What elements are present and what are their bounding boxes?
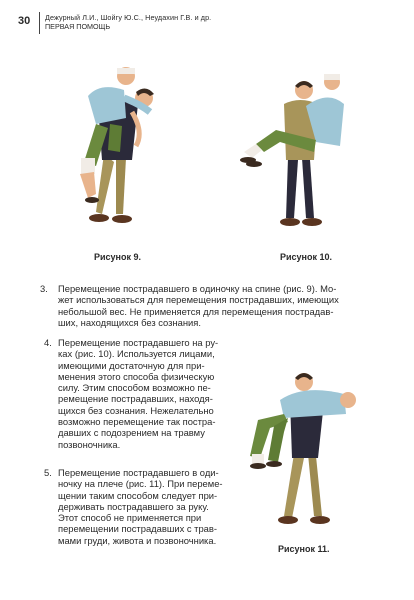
text-line: менения этого способа физическую [58,370,215,382]
text-line: Перемещение пострадавшего в оди- [58,467,219,478]
text-line: щихся без сознания. Нежелательно [58,404,214,416]
text-line: держивать пострадавшего за руку. [58,500,209,512]
text-line: жет использоваться для перемещения пострадавших, имеющих [58,294,339,306]
text-line: ках (рис. 10). Используется лицами, [58,348,215,360]
list-item-number: 5. [44,467,52,478]
header-book-title: ПЕРВАЯ ПОМОЩЬ [45,22,111,31]
text-line: возможно перемещение так постра- [58,416,216,428]
list-item-number: 3. [40,283,48,294]
text-line: Этот способ не применяется при [58,512,202,524]
text-line: ночку на плече (рис. 11). При переме- [58,478,223,490]
figure-10-illustration [236,60,364,230]
text-line: Перемещение пострадавшего на ру- [58,337,219,348]
page-header [0,0,414,40]
text-line: имеющими достаточную для при- [58,359,205,371]
header-authors: Дежурный Л.И., Шойгу Ю.С., Неудахин Г.В. и др. [45,13,212,22]
text-line: небольшой вес. Не применяется для перемещения пострадав- [58,305,334,317]
text-line: позвоночника. [58,438,121,450]
figure-9-illustration [66,62,176,230]
figure-11-illustration [244,360,362,530]
list-item-text [58,467,238,546]
list-item-number: 4. [44,337,52,348]
text-line: давших с подозрением на травму [58,427,205,439]
text-line: ремещение пострадавших, находя- [58,393,213,405]
list-item-text [58,337,238,450]
header-divider [39,12,40,34]
list-item-text [58,283,380,328]
text-line: мами груди, живота и позвоночника. [58,534,217,546]
text-line: силу. Этим способом возможно пе- [58,382,211,394]
text-line: перемещении пострадавших с трав- [58,523,217,535]
figure-10-caption: Рисунок 10. [280,252,332,262]
figure-9-caption: Рисунок 9. [94,252,141,262]
figure-11-caption: Рисунок 11. [278,544,330,554]
text-line: щении таким способом следует при- [58,489,218,501]
text-line: Перемещение пострадавшего в одиночку на спине (рис. 9). Мо- [58,283,337,294]
page-number: 30 [18,15,31,27]
text-line: ших, находящихся без сознания. [58,316,201,328]
